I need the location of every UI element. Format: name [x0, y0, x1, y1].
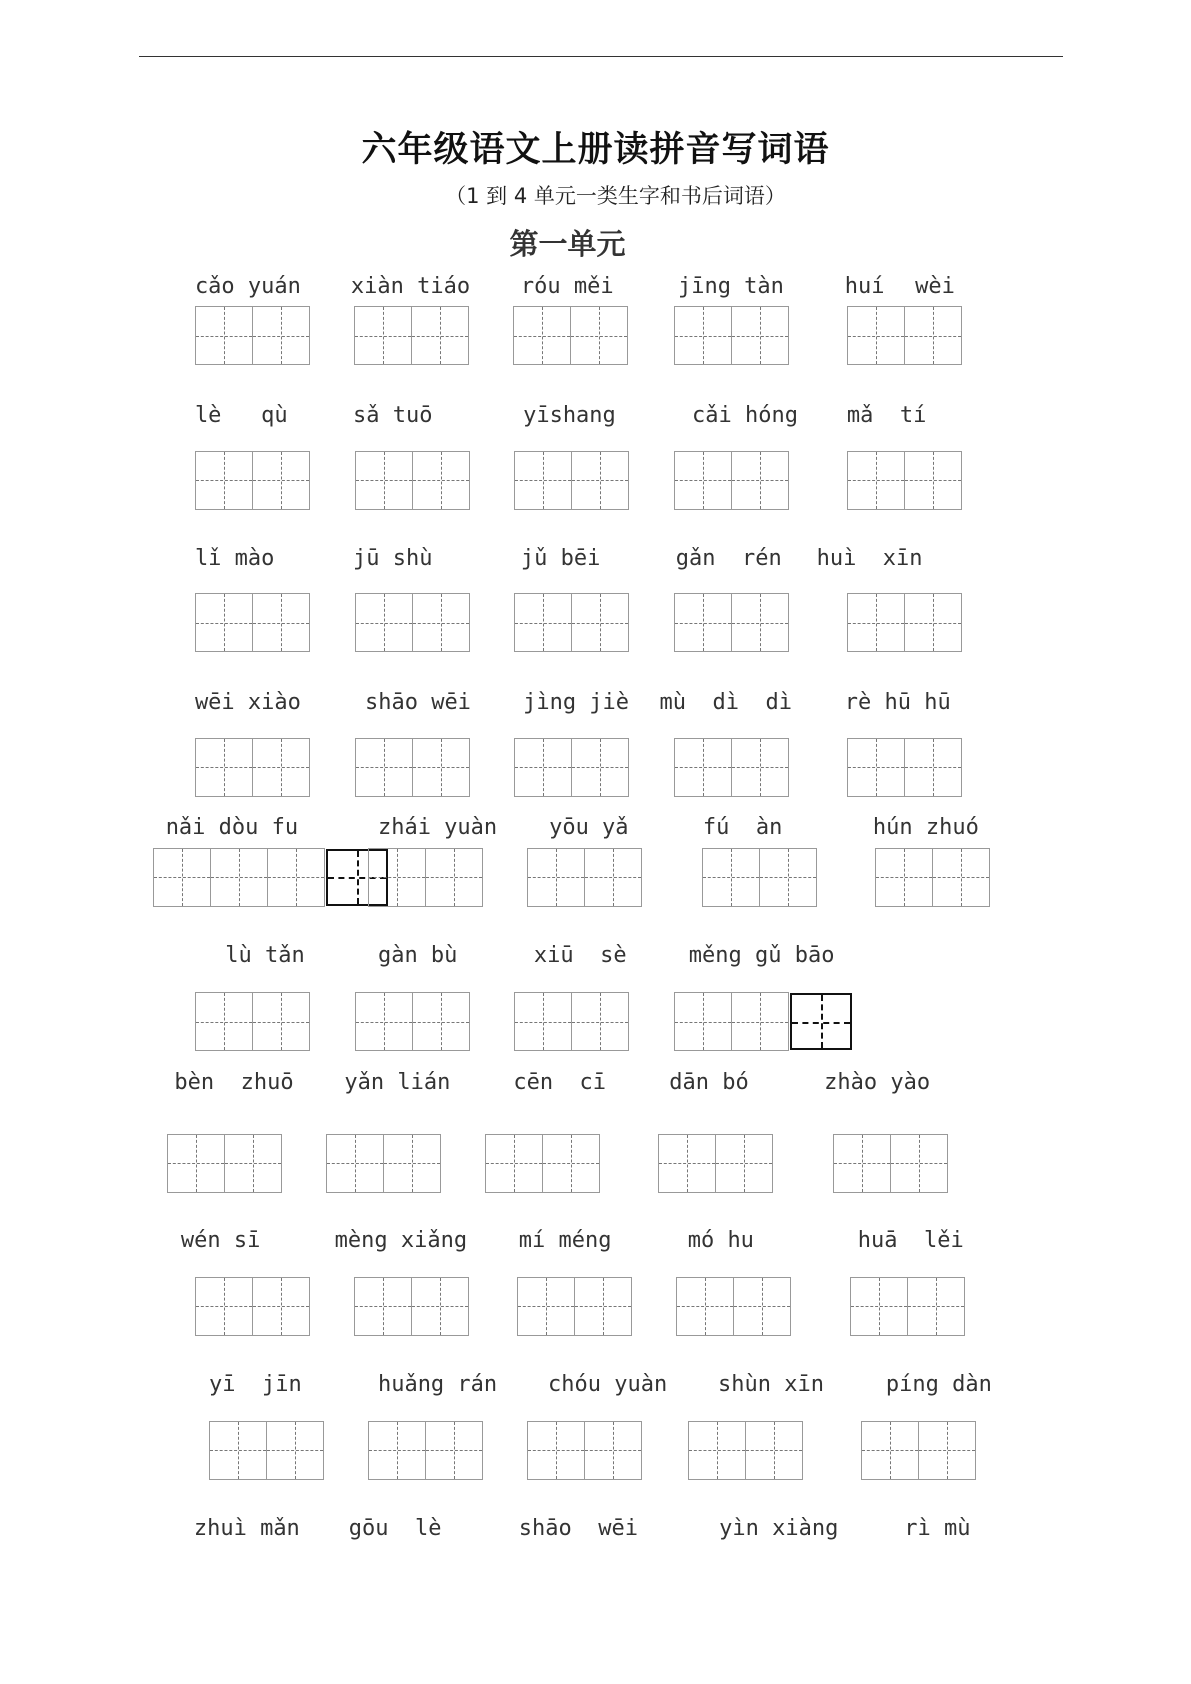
character-cell[interactable] [326, 1134, 384, 1193]
character-cell[interactable] [584, 1421, 642, 1480]
character-cell[interactable] [252, 593, 310, 652]
pinyin-label: lè qù [194, 402, 288, 428]
pinyin-label: yōu yǎ [549, 815, 629, 841]
character-cell[interactable] [354, 1277, 412, 1336]
pinyin-label: hún zhuó [872, 815, 979, 841]
character-cell[interactable] [658, 1134, 716, 1193]
writing-grid[interactable] [326, 1134, 441, 1193]
pinyin-label: mí méng [518, 1228, 612, 1254]
pinyin-label: yīshang [523, 402, 616, 428]
character-cell[interactable] [676, 1277, 734, 1336]
character-cell[interactable] [368, 1421, 426, 1480]
character-cell[interactable] [195, 992, 253, 1051]
character-cell[interactable] [195, 593, 253, 652]
character-cell[interactable] [267, 848, 325, 907]
character-cell[interactable] [731, 593, 789, 652]
pinyin-label: huì xīn [816, 545, 923, 571]
character-cell[interactable] [674, 306, 732, 365]
writing-grid[interactable] [195, 992, 310, 1051]
pinyin-label: huǎng rán [377, 1372, 498, 1398]
page-subtitle: （1 到 4 单元一类生字和书后词语） [445, 184, 786, 208]
writing-grid[interactable] [674, 992, 852, 1051]
pinyin-label: cǎo yuán [194, 273, 301, 299]
writing-grid[interactable] [355, 451, 470, 510]
pinyin-label: bèn zhuō [174, 1070, 294, 1095]
pinyin-label: huí [844, 273, 885, 299]
pinyin-label: sǎ tuō [353, 402, 433, 428]
writing-grid[interactable] [674, 451, 789, 510]
writing-grid[interactable] [368, 1421, 483, 1480]
writing-grid[interactable] [167, 1134, 282, 1193]
pinyin-label: shāo wēi [518, 1516, 638, 1542]
writing-grid[interactable] [195, 1277, 310, 1336]
writing-grid[interactable] [527, 1421, 642, 1480]
character-cell-bold[interactable] [790, 993, 852, 1050]
character-cell[interactable] [514, 593, 572, 652]
character-cell[interactable] [425, 1421, 483, 1480]
writing-grid[interactable] [847, 593, 962, 652]
writing-grid[interactable] [527, 848, 642, 907]
writing-grid[interactable] [368, 848, 483, 907]
character-cell[interactable] [745, 1421, 803, 1480]
character-cell[interactable] [383, 1134, 441, 1193]
pinyin-label: xiū sè [533, 943, 627, 969]
character-cell[interactable] [875, 848, 933, 907]
character-cell[interactable] [904, 738, 962, 797]
writing-grid[interactable] [674, 593, 789, 652]
character-cell[interactable] [674, 992, 732, 1051]
character-cell[interactable] [847, 738, 905, 797]
pinyin-label: wēi xiào [194, 689, 301, 715]
pinyin-label: huā lěi [857, 1228, 964, 1254]
character-cell[interactable] [153, 848, 211, 907]
character-cell[interactable] [209, 1421, 267, 1480]
character-cell[interactable] [847, 451, 905, 510]
character-cell[interactable] [918, 1421, 976, 1480]
character-cell[interactable] [355, 451, 413, 510]
writing-grid[interactable] [355, 593, 470, 652]
pinyin-label: lù tǎn [225, 943, 305, 969]
character-cell[interactable] [733, 1277, 791, 1336]
character-cell[interactable] [411, 306, 469, 365]
pinyin-label: shāo wēi [364, 689, 471, 715]
character-cell[interactable] [571, 593, 629, 652]
pinyin-label: gōu lè [348, 1516, 442, 1542]
writing-grid[interactable] [850, 1277, 965, 1336]
character-cell[interactable] [759, 848, 817, 907]
pinyin-label: wén sī [180, 1228, 261, 1254]
character-cell[interactable] [731, 306, 789, 365]
character-cell[interactable] [527, 1421, 585, 1480]
pinyin-label: róu měi [520, 273, 614, 299]
writing-grid[interactable] [861, 1421, 976, 1480]
unit-heading: 第一单元 [509, 227, 626, 261]
character-cell[interactable] [584, 848, 642, 907]
writing-grid[interactable] [354, 306, 469, 365]
character-cell[interactable] [210, 848, 268, 907]
character-cell[interactable] [266, 1421, 324, 1480]
character-cell[interactable] [731, 992, 789, 1051]
top-rule [139, 56, 1063, 57]
character-cell[interactable] [513, 306, 571, 365]
writing-grid[interactable] [674, 738, 789, 797]
character-cell[interactable] [355, 593, 413, 652]
writing-grid[interactable] [355, 992, 470, 1051]
pinyin-label: gǎn rén [675, 545, 782, 571]
pinyin-label: jū shù [353, 545, 433, 571]
character-cell[interactable] [195, 306, 253, 365]
pinyin-label: jìng jiè [523, 689, 630, 715]
pinyin-label: mèng xiǎng [334, 1228, 468, 1254]
character-cell[interactable] [932, 848, 990, 907]
character-cell[interactable] [514, 738, 572, 797]
character-cell[interactable] [252, 306, 310, 365]
writing-grid[interactable] [195, 593, 310, 652]
character-cell[interactable] [847, 593, 905, 652]
character-cell[interactable] [674, 738, 732, 797]
character-cell[interactable] [674, 451, 732, 510]
character-cell[interactable] [412, 738, 470, 797]
character-cell[interactable] [224, 1134, 282, 1193]
pinyin-label: yǎn lián [344, 1070, 451, 1095]
writing-grid[interactable] [674, 306, 789, 365]
writing-grid[interactable] [195, 738, 310, 797]
pinyin-label: mù dì dì [659, 689, 792, 715]
character-cell[interactable] [517, 1277, 575, 1336]
character-cell[interactable] [425, 848, 483, 907]
pinyin-label: chóu yuàn [547, 1372, 668, 1398]
pinyin-label: nǎi dòu fu [165, 815, 299, 841]
character-cell[interactable] [715, 1134, 773, 1193]
pinyin-label: yī jīn [209, 1372, 302, 1398]
character-cell[interactable] [847, 306, 905, 365]
writing-grid[interactable] [195, 306, 310, 365]
writing-grid[interactable] [833, 1134, 948, 1193]
character-cell[interactable] [850, 1277, 908, 1336]
character-cell[interactable] [252, 738, 310, 797]
pinyin-label: rì mù [904, 1516, 971, 1542]
pinyin-label: dān bó [669, 1070, 749, 1095]
character-cell[interactable] [571, 738, 629, 797]
writing-grid[interactable] [153, 848, 388, 907]
character-cell[interactable] [252, 992, 310, 1051]
character-cell[interactable] [167, 1134, 225, 1193]
character-cell[interactable] [904, 593, 962, 652]
character-cell[interactable] [688, 1421, 746, 1480]
character-cell[interactable] [542, 1134, 600, 1193]
writing-grid[interactable] [485, 1134, 600, 1193]
character-cell[interactable] [904, 451, 962, 510]
pinyin-label: mǎ tí [846, 402, 927, 428]
pinyin-label: rè hū hū [844, 689, 951, 715]
pinyin-label: wèi [915, 273, 955, 299]
writing-grid[interactable] [514, 451, 629, 510]
writing-grid[interactable] [688, 1421, 803, 1480]
character-cell[interactable] [368, 848, 426, 907]
writing-grid[interactable] [354, 1277, 469, 1336]
character-cell[interactable] [485, 1134, 543, 1193]
character-cell[interactable] [907, 1277, 965, 1336]
writing-grid[interactable] [658, 1134, 773, 1193]
pinyin-label: zhái yuàn [377, 815, 498, 841]
writing-grid[interactable] [517, 1277, 632, 1336]
character-cell[interactable] [574, 1277, 632, 1336]
writing-grid[interactable] [847, 738, 962, 797]
character-cell[interactable] [355, 992, 413, 1051]
character-cell[interactable] [731, 738, 789, 797]
writing-grid[interactable] [513, 306, 628, 365]
writing-grid[interactable] [514, 738, 629, 797]
writing-grid[interactable] [514, 992, 629, 1051]
writing-grid[interactable] [702, 848, 817, 907]
character-cell[interactable] [195, 738, 253, 797]
character-cell[interactable] [411, 1277, 469, 1336]
pinyin-label: mó hu [687, 1228, 754, 1254]
character-cell[interactable] [890, 1134, 948, 1193]
writing-grid[interactable] [514, 593, 629, 652]
writing-grid[interactable] [847, 306, 962, 365]
character-cell[interactable] [195, 1277, 253, 1336]
pinyin-label: xiàn tiáo [350, 273, 471, 299]
character-cell[interactable] [252, 1277, 310, 1336]
character-cell[interactable] [412, 451, 470, 510]
pinyin-label: gàn bù [377, 943, 458, 969]
writing-grid[interactable] [875, 848, 990, 907]
character-cell[interactable] [514, 992, 572, 1051]
pinyin-label: lǐ mào [194, 545, 275, 571]
character-cell[interactable] [904, 306, 962, 365]
pinyin-label: píng dàn [885, 1372, 992, 1398]
pinyin-label: cǎi hóng [692, 402, 798, 428]
writing-grid[interactable] [355, 738, 470, 797]
writing-grid[interactable] [195, 451, 310, 510]
character-cell[interactable] [674, 593, 732, 652]
pinyin-label: yìn xiàng [719, 1516, 839, 1542]
pinyin-label: jǔ bēi [520, 545, 601, 571]
pinyin-label: zhuì mǎn [193, 1516, 300, 1542]
character-cell[interactable] [412, 593, 470, 652]
pinyin-label: jīng tàn [677, 273, 784, 299]
pinyin-label: zhào yào [824, 1070, 931, 1095]
character-cell[interactable] [861, 1421, 919, 1480]
pinyin-label: shùn xīn [718, 1372, 824, 1398]
character-cell[interactable] [570, 306, 628, 365]
character-cell[interactable] [412, 992, 470, 1051]
character-cell[interactable] [195, 451, 253, 510]
character-cell[interactable] [731, 451, 789, 510]
writing-grid[interactable] [676, 1277, 791, 1336]
page-title: 六年级语文上册读拼音写词语 [361, 130, 830, 170]
character-cell[interactable] [571, 992, 629, 1051]
writing-grid[interactable] [847, 451, 962, 510]
character-cell[interactable] [702, 848, 760, 907]
writing-grid[interactable] [209, 1421, 324, 1480]
character-cell[interactable] [355, 738, 413, 797]
character-cell[interactable] [833, 1134, 891, 1193]
pinyin-label: cēn cī [513, 1070, 607, 1095]
character-cell[interactable] [514, 451, 572, 510]
character-cell[interactable] [571, 451, 629, 510]
pinyin-label: měng gǔ bāo [688, 943, 835, 969]
character-cell[interactable] [252, 451, 310, 510]
character-cell[interactable] [527, 848, 585, 907]
character-cell[interactable] [354, 306, 412, 365]
pinyin-label: fú àn [702, 815, 783, 841]
